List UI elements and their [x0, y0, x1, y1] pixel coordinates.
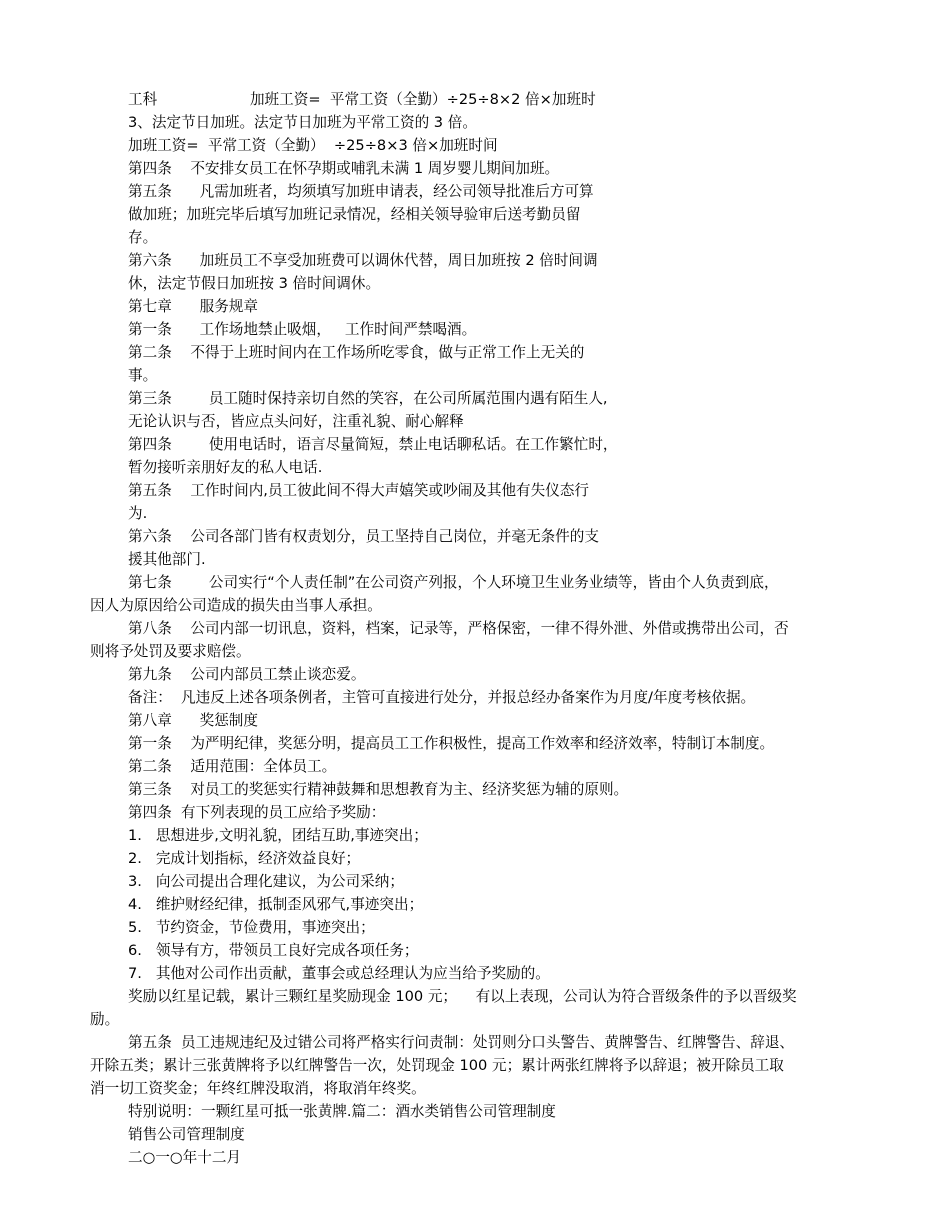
text-line: 开除五类；累计三张黄牌将予以红牌警告一次，处罚现金 100 元；累计两张红牌将予以辞退；被开除员工取	[90, 1057, 784, 1074]
text-line: 第三条 对员工的奖惩实行精神鼓舞和思想教育为主、经济奖惩为辅的原则。	[128, 781, 629, 798]
text-line: 事。	[128, 367, 158, 384]
text-line: 备注： 凡违反上述各项条例者，主管可直接进行处分，并报总经办备案作为月度/年度考核依据。	[128, 689, 756, 706]
chapter-heading: 第八章 奖惩制度	[128, 712, 258, 729]
text-line: 第四条 不安排女员工在怀孕期或哺乳未满 1 周岁婴儿期间加班。	[128, 160, 560, 177]
text-line: 因人为原因给公司造成的损失由当事人承担。	[90, 597, 382, 614]
list-item: 6. 领导有方，带领员工良好完成各项任务；	[128, 942, 419, 959]
text-line: 3、法定节日加班。法定节日加班为平常工资的 3 倍。	[128, 114, 477, 131]
list-item: 4. 维护财经纪律，抵制歪风邪气,事迹突出；	[128, 896, 424, 913]
list-item: 7. 其他对公司作出贡献，董事会或总经理认为应当给予奖励的。	[128, 965, 550, 982]
text-line: 无论认识与否，皆应点头问好，注重礼貌、耐心解释	[128, 413, 464, 430]
text-line: 第二条 不得于上班时间内在工作场所吃零食，做与正常工作上无关的	[128, 344, 585, 361]
chapter-heading: 第七章 服务规章	[128, 298, 258, 315]
text-line: 第六条 公司各部门皆有权责划分，员工坚持自己岗位，并毫无条件的支	[128, 528, 599, 545]
text-line: 第五条 员工违规违纪及过错公司将严格实行问责制：处罚则分口头警告、黄牌警告、红牌警告、辞退、	[128, 1034, 795, 1051]
text-line: 第一条 工作场地禁止吸烟， 工作时间严禁喝酒。	[128, 321, 477, 338]
text-line: 第五条 工作时间内,员工彼此间不得大声嬉笑或吵闹及其他有失仪态行	[128, 482, 590, 499]
list-item: 2. 完成计划指标，经济效益良好；	[128, 850, 361, 867]
text-line: 第五条 凡需加班者，均须填写加班申请表，经公司领导批准后方可算	[128, 183, 594, 200]
text-line: 特别说明：一颗红星可抵一张黄牌.篇二：酒水类销售公司管理制度	[128, 1103, 556, 1120]
list-item: 3. 向公司提出合理化建议，为公司采纳；	[128, 873, 404, 890]
text-line: 第九条 公司内部员工禁止谈恋爱。	[128, 666, 366, 683]
text-line: 暂勿接听亲朋好友的私人电话.	[128, 459, 323, 476]
list-item: 1. 思想进步,文明礼貌，团结互助,事迹突出；	[128, 827, 428, 844]
text-line: 援其他部门.	[128, 551, 206, 568]
date-line: 二○一○年十二月	[128, 1149, 242, 1166]
text-line: 第四条 有下列表现的员工应给予奖励：	[128, 804, 386, 821]
text-line: 存。	[128, 229, 158, 246]
text-line: 第二条 适用范围：全体员工。	[128, 758, 337, 775]
text-line: 励。	[90, 1011, 120, 1028]
text-line: 第七条 公司实行“个人责任制”在公司资产列报，个人环境卫生业务业绩等，皆由个人负责到底，	[128, 574, 779, 591]
text-line: 加班工资= 平常工资（全勤） ÷25÷8×3 倍×加班时间	[128, 137, 498, 154]
text-line: 则将予处罚及要求赔偿。	[90, 643, 251, 660]
text-line: 工科 加班工资= 平常工资（全勤）÷25÷8×2 倍×加班时	[128, 91, 596, 108]
text-line: 做加班；加班完毕后填写加班记录情况，经相关领导验审后送考勤员留	[128, 206, 581, 223]
text-line: 第四条 使用电话时，语言尽量简短，禁止电话聊私话。在工作繁忙时，	[128, 436, 618, 453]
text-line: 第八条 公司内部一切讯息，资料，档案，记录等，严格保密，一律不得外泄、外借或携带出公司，否	[128, 620, 789, 637]
text-line: 奖励以红星记载，累计三颗红星奖励现金 100 元； 有以上表现，公司认为符合晋级条件的予以晋级奖	[128, 988, 797, 1005]
text-line: 第六条 加班员工不享受加班费可以调休代替，周日加班按 2 倍时间调	[128, 252, 598, 269]
text-line: 第一条 为严明纪律，奖惩分明，提高员工工作积极性，提高工作效率和经济效率，特制订本制度。	[128, 735, 775, 752]
text-line: 第三条 员工随时保持亲切自然的笑容，在公司所属范围内遇有陌生人,	[128, 390, 608, 407]
list-item: 5. 节约资金，节俭费用，事迹突出；	[128, 919, 375, 936]
text-line: 为.	[128, 505, 148, 522]
text-line: 消一切工资奖金；年终红牌没取消，将取消年终奖。	[90, 1080, 426, 1097]
section-title: 销售公司管理制度	[128, 1126, 245, 1143]
text-line: 休，法定节假日加班按 3 倍时间调休。	[128, 275, 381, 292]
